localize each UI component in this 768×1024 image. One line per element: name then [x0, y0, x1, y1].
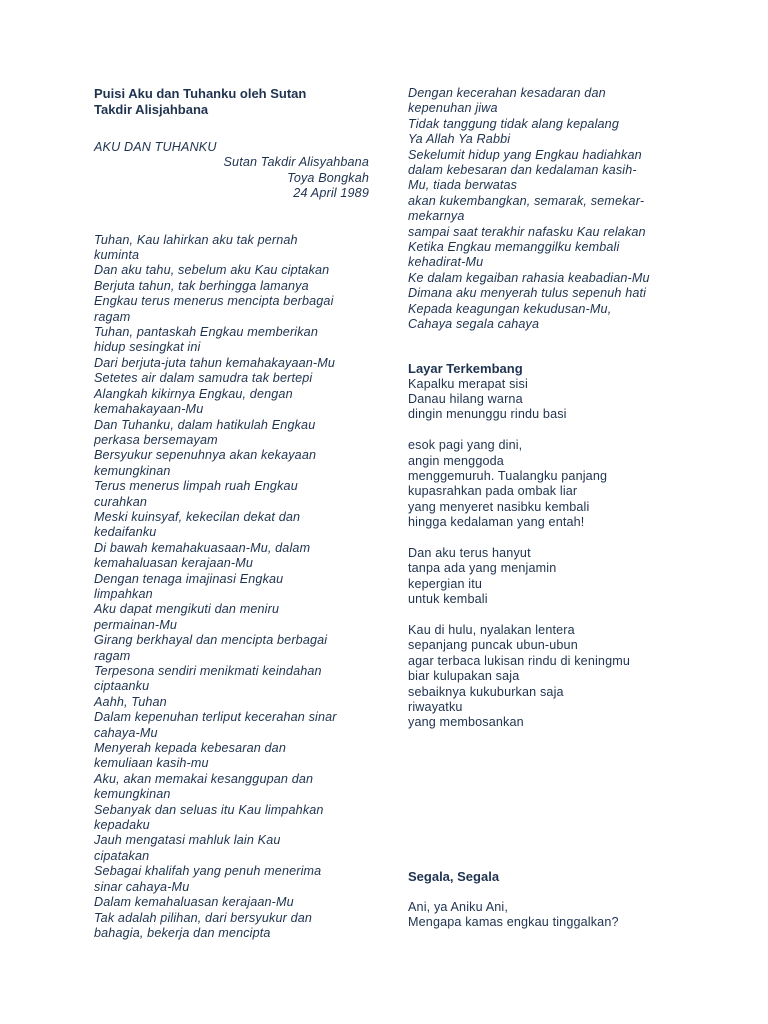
poem-line: ragam: [94, 648, 131, 663]
poem-line: curahkan: [94, 494, 148, 509]
poem-line: Bersyukur sepenuhnya akan kekayaan: [94, 448, 317, 463]
poem-title: AKU DAN TUHANKU: [94, 140, 217, 154]
poem-line: Sebanyak dan seluas itu Kau limpahkan: [94, 802, 324, 817]
poem-line: untuk kembali: [408, 592, 488, 607]
poem-line: Dan aku terus hanyut: [408, 545, 531, 560]
poem-line: agar terbaca lukisan rindu di keningmu: [408, 653, 631, 668]
poem-date: 24 April 1989: [293, 186, 369, 201]
poem-line: Dan Tuhanku, dalam hatikulah Engkau: [94, 417, 316, 432]
poem-line: akan kukembangkan, semarak, semekar-: [408, 193, 645, 208]
poem2-stanza-2: [408, 438, 698, 530]
poem-author: Sutan Takdir Alisyahbana: [223, 155, 369, 170]
poem-line: ciptaanku: [94, 679, 150, 694]
poem-line: Kau di hulu, nyalakan lentera: [408, 622, 575, 637]
poem-line: Berjuta tahun, tak berhingga lamanya: [94, 278, 309, 293]
poem3-title: Segala, Segala: [408, 868, 500, 884]
poem-line: Dan aku tahu, sebelum aku Kau ciptakan: [94, 263, 330, 278]
poem2-stanza-4: [408, 623, 698, 731]
poem-line: Mengapa kamas engkau tinggalkan?: [408, 915, 619, 930]
poem-line: perkasa bersemayam: [94, 432, 218, 447]
poem-line: Aku dapat mengikuti dan meniru: [94, 602, 280, 617]
poem-line: cahaya-Mu: [94, 725, 158, 740]
poem-line: Tuhan, pantaskah Engkau memberikan: [94, 325, 318, 340]
poem-line: Aku, akan memakai kesanggupan dan: [94, 771, 314, 786]
poem-line: dalam kebesaran dan kedalaman kasih-: [408, 163, 637, 178]
poem-line: hingga kedalaman yang entah!: [408, 515, 585, 530]
poem-line: ragam: [94, 309, 131, 324]
poem-line: Setetes air dalam samudra tak bertepi: [94, 371, 313, 386]
poem-line: Tidak tanggung tidak alang kepalang: [408, 116, 619, 131]
poem-line: kemungkinan: [94, 787, 171, 802]
poem-line: Cahaya segala cahaya: [408, 317, 540, 332]
poem-line: sebaiknya kukuburkan saja: [408, 684, 564, 699]
poem-line: mekarnya: [408, 209, 465, 224]
poem-line: Ketika Engkau memanggilku kembali: [408, 240, 620, 255]
poem-line: riwayatku: [408, 699, 463, 714]
poem-body-left: [94, 233, 369, 942]
poem-line: angin menggoda: [408, 453, 504, 468]
poem-body-continued: [408, 86, 698, 333]
poem-line: yang membosankan: [408, 715, 524, 730]
poem-line: menggemuruh. Tualangku panjang: [408, 468, 608, 483]
poem-line: Alangkah kikirnya Engkau, dengan: [94, 386, 293, 401]
poem-line: limpahkan: [94, 586, 153, 601]
poem-line: Dalam kepenuhan terliput kecerahan sinar: [94, 710, 337, 725]
poem-line: kepenuhan jiwa: [408, 101, 498, 116]
poem-line: kemuliaan kasih-mu: [94, 756, 209, 771]
poem-line: Kepada keagungan kekudusan-Mu,: [408, 301, 612, 316]
poem-line: Ke dalam kegaiban rahasia keabadian-Mu: [408, 270, 650, 285]
poem-line: kemungkinan: [94, 463, 171, 478]
poem-line: Menyerah kepada kebesaran dan: [94, 741, 286, 756]
poem-line: kehadirat-Mu: [408, 255, 484, 270]
poem-line: tanpa ada yang menjamin: [408, 561, 557, 576]
poem-line: esok pagi yang dini,: [408, 438, 523, 453]
poem-line: Dimana aku menyerah tulus sepenuh hati: [408, 286, 647, 301]
poem-line: Sekelumit hidup yang Engkau hadiahkan: [408, 147, 642, 162]
poem-line: bahagia, bekerja dan mencipta: [94, 925, 271, 940]
poem-line: kedaifanku: [94, 525, 157, 540]
poem-line: Dengan kecerahan kesadaran dan: [408, 86, 606, 100]
left-column: [94, 86, 369, 941]
poem-line: Danau hilang warna: [408, 391, 523, 406]
poem-line: Ya Allah Ya Rabbi: [408, 132, 511, 147]
poem-line: cipatakan: [94, 848, 150, 863]
poem2-title: Layar Terkembang: [408, 360, 523, 376]
right-column: [408, 86, 698, 931]
poem-line: kemahakayaan-Mu: [94, 402, 204, 417]
poem-line: Ani, ya Aniku Ani,: [408, 899, 509, 914]
poem3-body: [408, 900, 698, 931]
poem-place: Toya Bongkah: [287, 170, 369, 185]
poem-line: dingin menunggu rindu basi: [408, 407, 567, 422]
poem-line: hidup sesingkat ini: [94, 340, 201, 355]
poem-line: Mu, tiada berwatas: [408, 178, 518, 193]
poem-line: Di bawah kemahakuasaan-Mu, dalam: [94, 540, 311, 555]
poem-line: sampai saat terakhir nafasku Kau relakan: [408, 224, 646, 239]
poem-line: Terpesona sendiri menikmati keindahan: [94, 664, 322, 678]
poem-line: kepadaku: [94, 818, 150, 833]
poem-line: kemahaluasan kerajaan-Mu: [94, 556, 254, 571]
poem-line: kupasrahkan pada ombak liar: [408, 484, 578, 499]
poem-line: Dengan tenaga imajinasi Engkau: [94, 571, 284, 586]
poem-line: sinar cahaya-Mu: [94, 879, 190, 894]
poem-line: Meski kuinsyaf, kekecilan dekat dan: [94, 509, 301, 524]
poem-line: biar kulupakan saja: [408, 669, 520, 684]
poem-line: Kapalku merapat sisi: [408, 376, 528, 391]
poem-line: Jauh mengatasi mahluk lain Kau: [94, 833, 281, 848]
poem-line: Terus menerus limpah ruah Engkau: [94, 479, 298, 494]
poem-line: Tuhan, Kau lahirkan aku tak pernah: [94, 232, 298, 247]
poem-line: Dalam kemahaluasan kerajaan-Mu: [94, 895, 294, 910]
poem-line: Engkau terus menerus mencipta berbagai: [94, 294, 334, 309]
poem-line: Aahh, Tuhan: [94, 694, 167, 709]
poem-line: yang menyeret nasibku kembali: [408, 499, 590, 514]
poem-line: kepergian itu: [408, 576, 483, 591]
poem-line: kuminta: [94, 248, 140, 263]
document-title-line-2: Takdir Alisjahbana: [94, 102, 209, 117]
poem2-stanza-3: [408, 546, 698, 608]
poem-line: Girang berkhayal dan mencipta berbagai: [94, 633, 328, 648]
poem-line: Sebagai khalifah yang penuh menerima: [94, 864, 322, 879]
document-title-line-1: Puisi Aku dan Tuhanku oleh Sutan: [94, 86, 307, 101]
poem-line: Tak adalah pilihan, dari bersyukur dan: [94, 910, 313, 925]
poem-line: Dari berjuta-juta tahun kemahakayaan-Mu: [94, 355, 336, 370]
poem2-stanza-1: [408, 377, 698, 423]
poem-line: sepanjang puncak ubun-ubun: [408, 638, 578, 653]
poem-line: permainan-Mu: [94, 617, 177, 632]
